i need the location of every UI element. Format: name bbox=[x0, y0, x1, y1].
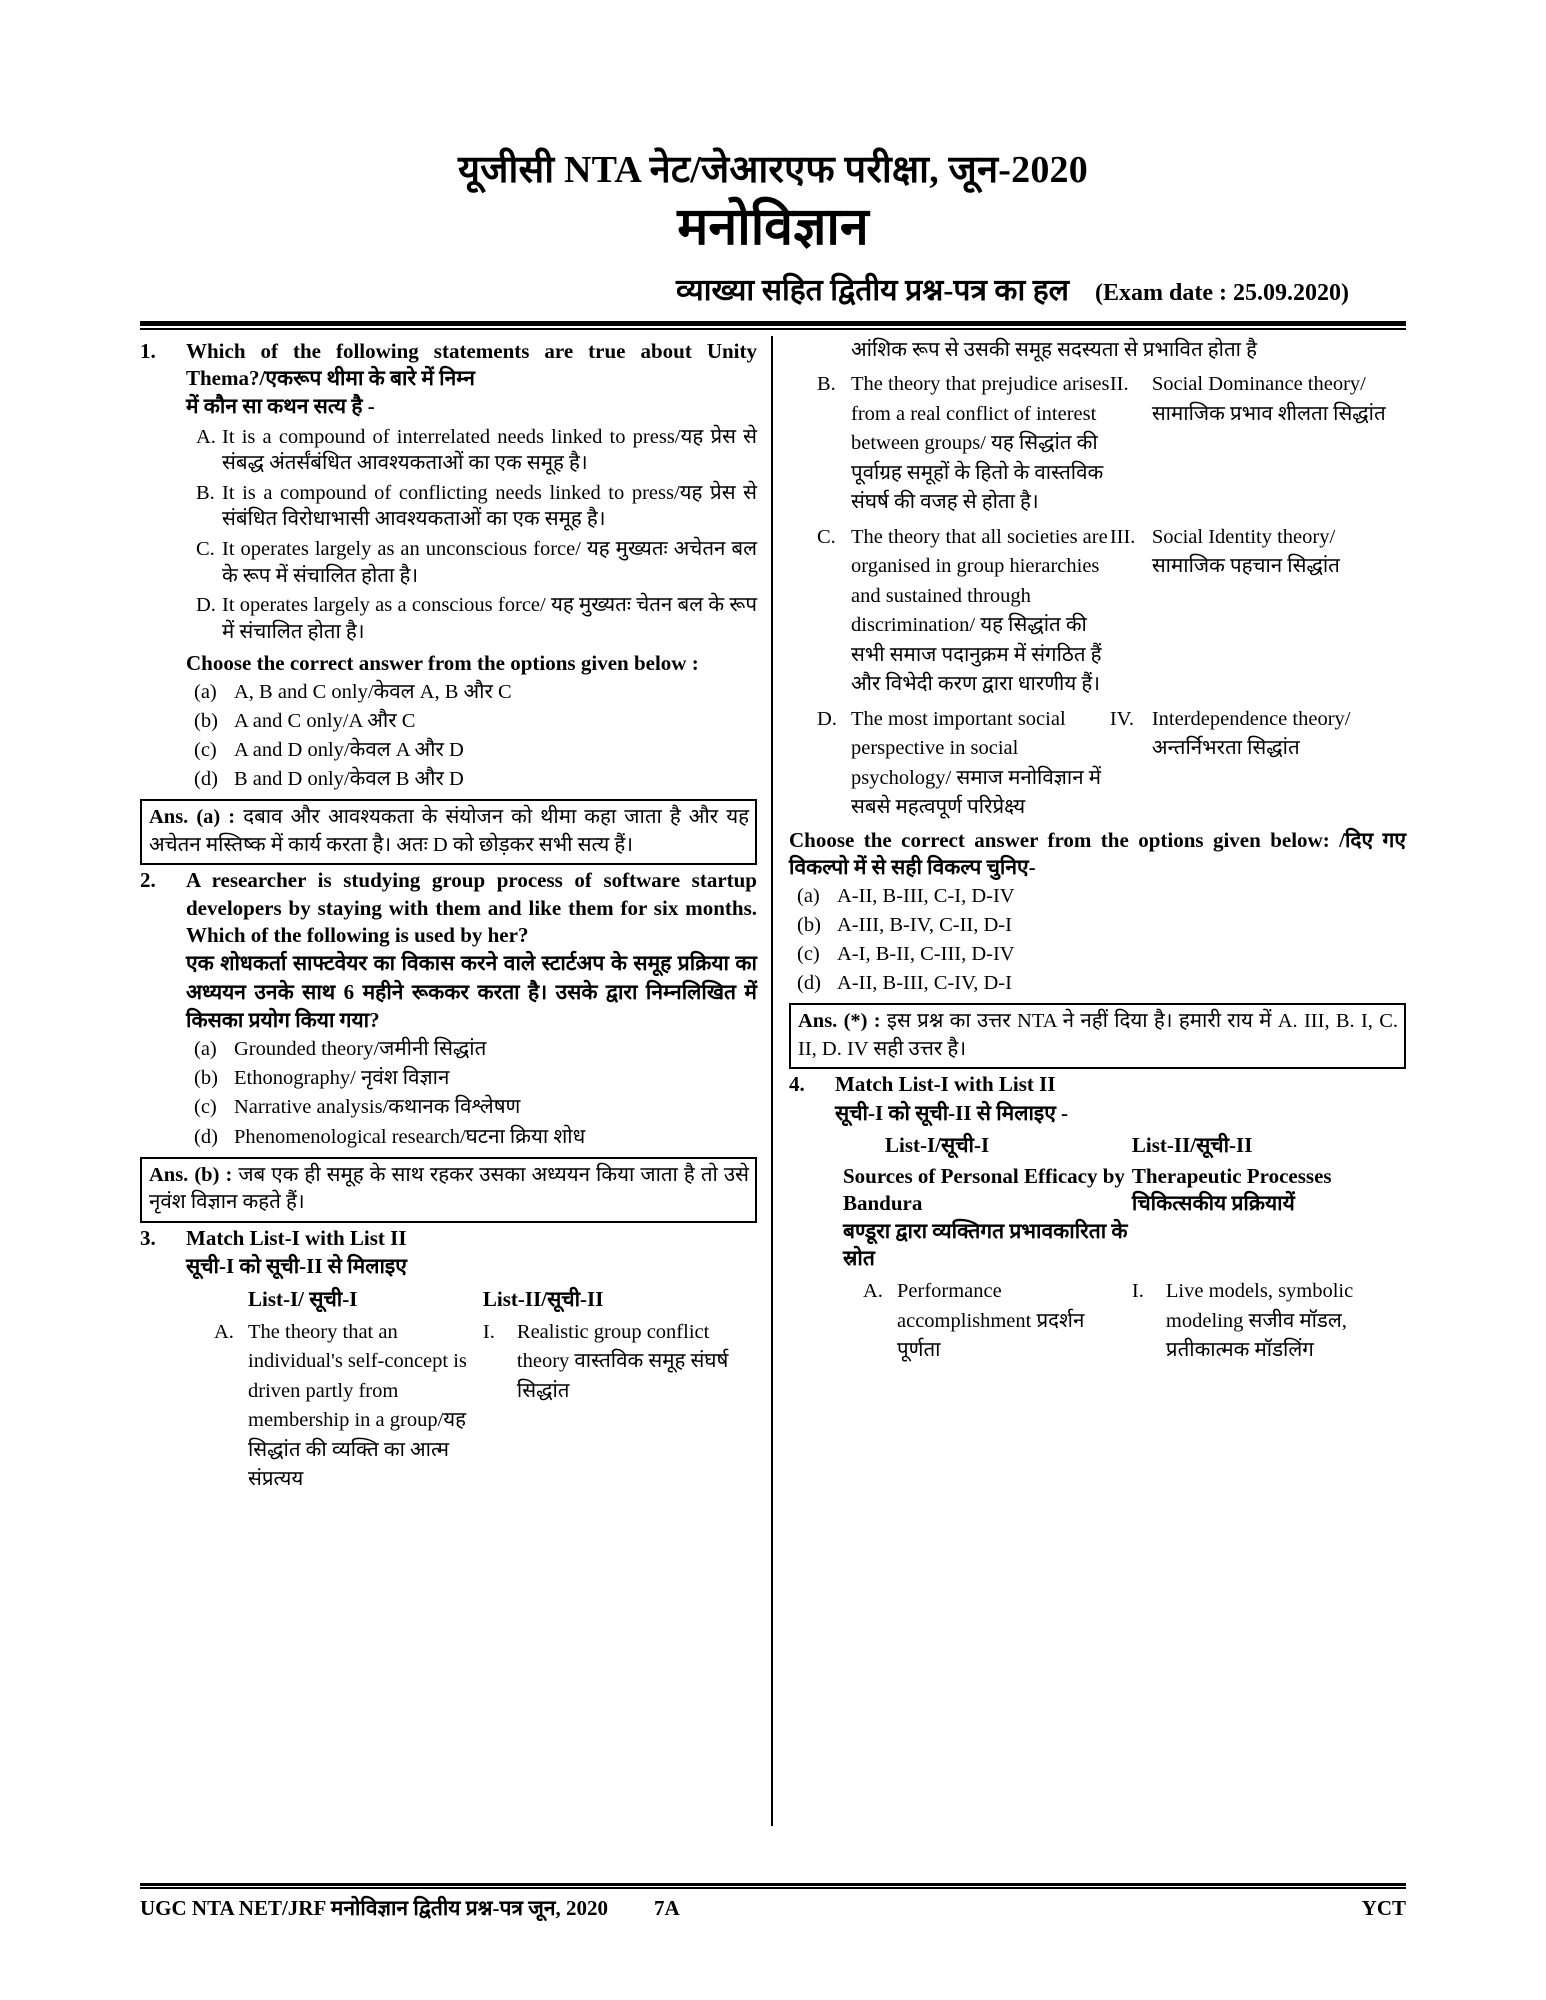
question-3-row-a-continuation: आंशिक रूप से उसकी समूह सदस्यता से प्रभावित होता है bbox=[851, 338, 1257, 361]
question-3-choose-instruction: Choose the correct answer from the options given below: /दिए गए विकल्पो में से सही विकल्प चुनिए- bbox=[789, 827, 1406, 879]
option-b[interactable] bbox=[186, 707, 757, 736]
answer-label: Ans. (*) : bbox=[798, 1010, 881, 1033]
footer-publisher: YCT bbox=[1361, 1896, 1406, 1920]
question-3-answer-box bbox=[789, 1003, 1406, 1069]
option-c[interactable] bbox=[186, 736, 757, 765]
option-b[interactable] bbox=[186, 1064, 757, 1093]
option-label: (d) bbox=[797, 971, 821, 994]
question-3-title-hi: सूची-I को सूची-II से मिलाइए bbox=[186, 1254, 407, 1279]
statement-label: D. bbox=[196, 594, 216, 617]
footer-page-number: 7A bbox=[653, 1896, 680, 1920]
question-3-title-en: Match List-I with List II bbox=[186, 1226, 407, 1251]
header-divider bbox=[140, 321, 1406, 330]
option-text: A and C only/A और C bbox=[234, 709, 416, 732]
option-a[interactable] bbox=[186, 678, 757, 707]
option-text: A-III, B-IV, C-II, D-I bbox=[837, 913, 1012, 936]
question-2-number: 2. bbox=[140, 868, 156, 893]
question-2-stem-en: A researcher is studying group process of software startup developers by staying with them and like them for six months. Which of the following is used by her? bbox=[186, 868, 757, 947]
match-left-label: D. bbox=[817, 707, 837, 730]
option-label: (b) bbox=[797, 913, 821, 936]
answer-text: दबाव और आवश्यकता के संयोजन को थीमा कहा जाता है और यह अचेतन मस्तिष्क में कार्य करता है। अतः D को छोड़कर सभी सत्य हैं। bbox=[149, 805, 749, 856]
question-3-list-headers bbox=[186, 1285, 757, 1313]
subject-title: मनोविज्ञान bbox=[677, 198, 869, 256]
option-text: Phenomenological research/घटना क्रिया शोध bbox=[234, 1125, 586, 1148]
match-left-cell bbox=[789, 705, 1110, 823]
match-right-text: Live models, symbolic modeling सजीव मॉडल, प्रतीकात्मक मॉडलिंग bbox=[1165, 1280, 1354, 1362]
option-label: (c) bbox=[194, 738, 217, 761]
match-left-label: B. bbox=[817, 373, 836, 396]
content-columns bbox=[140, 336, 1406, 1826]
question-1 bbox=[140, 338, 757, 794]
match-right-cell bbox=[1132, 1277, 1406, 1366]
match-row bbox=[835, 1277, 1406, 1366]
match-left-label: A. bbox=[863, 1280, 883, 1303]
question-1-body bbox=[186, 338, 757, 794]
question-2-body bbox=[186, 867, 757, 1151]
option-d[interactable] bbox=[186, 1123, 757, 1152]
question-4 bbox=[789, 1071, 1406, 1365]
question-2-answer-box bbox=[140, 1157, 757, 1223]
question-3-body bbox=[186, 1225, 757, 1495]
match-right-cell bbox=[1110, 705, 1406, 823]
match-left-cell bbox=[789, 370, 1110, 518]
statement-text: It operates largely as an unconscious force/ यह मुख्यतः अचेतन बल के रूप में संचालित होता है। bbox=[222, 538, 757, 587]
left-column bbox=[140, 336, 773, 1826]
list-1-header: List-I/सूची-I bbox=[885, 1133, 990, 1158]
exam-title: यूजीसी NTA नेट/जेआरएफ परीक्षा, जून-2020 bbox=[458, 149, 1088, 191]
match-row bbox=[789, 370, 1406, 518]
footer-row bbox=[140, 1889, 1406, 1922]
match-left-cell bbox=[186, 1318, 483, 1495]
list-1-subheader bbox=[835, 1163, 1132, 1272]
option-label: (d) bbox=[194, 767, 218, 790]
match-left-label: A. bbox=[214, 1320, 234, 1343]
list-2-header: List-II/सूची-II bbox=[482, 1286, 604, 1311]
option-c[interactable] bbox=[186, 1093, 757, 1122]
match-right-text: Interdependence theory/अन्तर्निभरता सिद्धांत bbox=[1151, 707, 1351, 760]
match-right-label: III. bbox=[1109, 525, 1136, 548]
option-text: Narrative analysis/कथानक विश्लेषण bbox=[234, 1096, 521, 1119]
answer-text: इस प्रश्न का उत्तर NTA ने नहीं दिया है। हमारी राय में A. III, B. I, C. II, D. IV सही उत्तर है। bbox=[798, 1010, 1398, 1060]
question-4-title-en: Match List-I with List II bbox=[835, 1072, 1056, 1097]
match-right-text: Social Dominance theory/सामाजिक प्रभाव शीलता सिद्धांत bbox=[1151, 373, 1386, 425]
list-1-header: List-I/ सूची-I bbox=[248, 1286, 358, 1311]
question-1-options bbox=[186, 678, 757, 794]
match-left-text: The theory that an individual's self-concept is driven partly from membership in a group/यह सिद्धांत की व्यक्ति का आत्म संप्रत्यय bbox=[248, 1320, 467, 1491]
question-4-title-hi: सूची-I को सूची-II से मिलाइए - bbox=[835, 1100, 1069, 1125]
option-label: (b) bbox=[194, 709, 218, 732]
option-text: A-I, B-II, C-III, D-IV bbox=[837, 942, 1015, 965]
option-text: B and D only/केवल B और D bbox=[234, 767, 464, 790]
statement-item bbox=[186, 424, 757, 477]
option-text: A and D only/केवल A और D bbox=[234, 738, 464, 761]
match-row bbox=[789, 705, 1406, 823]
answer-label: Ans. (a) : bbox=[149, 805, 236, 828]
paper-label: व्याख्या सहित द्वितीय प्रश्न-पत्र का हल bbox=[676, 273, 1070, 307]
option-label: (d) bbox=[194, 1125, 218, 1148]
option-label: (c) bbox=[797, 942, 820, 965]
statement-text: It operates largely as a conscious force/ यह मुख्यतः चेतन बल के रूप में संचालित होता है। bbox=[222, 594, 757, 644]
match-right-text: Social Identity theory/सामाजिक पहचान सिद्धांत bbox=[1151, 525, 1340, 578]
match-right-cell bbox=[483, 1318, 757, 1495]
match-right-cell bbox=[1110, 523, 1406, 700]
footer-source-label: UGC NTA NET/JRF मनोविज्ञान द्वितीय प्रश्न-पत्र जून, 2020 bbox=[140, 1896, 608, 1920]
paper-subtitle-row bbox=[175, 268, 1371, 309]
question-2-options bbox=[186, 1035, 757, 1151]
match-right-cell bbox=[1110, 370, 1406, 518]
match-right-label: I. bbox=[482, 1320, 495, 1343]
answer-text: जब एक ही समूह के साथ रहकर उसका अध्ययन किया जाता है तो उसे नृवंश विज्ञान कहते हैं। bbox=[149, 1163, 749, 1214]
list-2-subheader bbox=[1132, 1163, 1406, 1272]
match-left-text: The theory that prejudice arises from a real conflict of interest between groups/ यह सिद्धांत की पूर्वाग्रह समूहों के हितो के वास्तविक संघर्ष की वजह से होता है। bbox=[851, 373, 1110, 514]
list-1-subheader-en: Sources of Personal Efficacy by Bandura bbox=[843, 1164, 1125, 1216]
option-label: (b) bbox=[194, 1067, 218, 1090]
statement-label: C. bbox=[196, 538, 215, 561]
match-left-text: The theory that all societies are organised in group hierarchies and sustained through discrimination/ यह सिद्धांत की सभी समाज पदानुक्रम में संगठित हैं और विभेदी करण द्वारा धारणीय हैं। bbox=[851, 525, 1108, 696]
statement-item bbox=[186, 536, 757, 589]
option-text: A-II, B-III, C-I, D-IV bbox=[837, 884, 1015, 907]
answer-label: Ans. (b) : bbox=[149, 1163, 233, 1186]
match-left-text: The most important social perspective in social psychology/ समाज मनोविज्ञान में सबसे महत्वपूर्ण परिप्रेक्ष्य bbox=[851, 707, 1101, 819]
option-text: Grounded theory/जमीनी सिद्धांत bbox=[234, 1038, 487, 1061]
question-1-answer-box bbox=[140, 799, 757, 865]
option-label: (a) bbox=[194, 680, 217, 703]
list-2-subheader-en: Therapeutic Processes bbox=[1131, 1164, 1332, 1189]
match-left-cell bbox=[789, 523, 1110, 700]
question-4-list-subheaders bbox=[835, 1163, 1406, 1272]
statement-item bbox=[186, 592, 757, 645]
option-text: Ethonography/ नृवंश विज्ञान bbox=[234, 1067, 450, 1090]
question-4-number: 4. bbox=[789, 1072, 805, 1097]
question-4-list-headers bbox=[835, 1131, 1406, 1159]
option-d[interactable] bbox=[186, 765, 757, 794]
match-right-text: Realistic group conflict theory वास्तविक समूह संघर्ष सिद्धांत bbox=[516, 1320, 729, 1402]
question-3 bbox=[140, 1225, 757, 1495]
option-label: (a) bbox=[797, 884, 820, 907]
match-left-label: C. bbox=[817, 525, 836, 548]
page-header bbox=[0, 0, 1546, 309]
list-2-header: List-II/सूची-II bbox=[1131, 1133, 1253, 1158]
page-footer bbox=[140, 1883, 1406, 1922]
question-3-options bbox=[789, 882, 1406, 998]
question-1-statements bbox=[186, 424, 757, 646]
option-d[interactable] bbox=[789, 969, 1406, 998]
right-column bbox=[773, 336, 1406, 1826]
exam-date: (Exam date : 25.09.2020) bbox=[1095, 279, 1349, 306]
question-1-stem-hi: में कौन सा कथन सत्य है - bbox=[186, 394, 375, 419]
match-right-label: I. bbox=[1131, 1280, 1144, 1303]
match-row bbox=[789, 523, 1406, 700]
match-left-cell bbox=[835, 1277, 1132, 1366]
match-right-label: II. bbox=[1109, 373, 1129, 396]
option-label: (a) bbox=[194, 1038, 217, 1061]
statement-text: It is a compound of conflicting needs linked to press/यह प्रेस से संबंधित विरोधाभासी आवश्यकताओं का एक समूह है। bbox=[222, 481, 757, 531]
statement-label: A. bbox=[196, 425, 216, 448]
option-text: A-II, B-III, C-IV, D-I bbox=[837, 971, 1012, 994]
match-right-label: IV. bbox=[1109, 707, 1134, 730]
question-2-stem-hi: एक शोधकर्ता साफ्टवेयर का विकास करने वाले स्टार्टअप के समूह प्रक्रिया का अध्ययन उनके साथ 6 महीने रूककर करता है। उसके द्वारा निम्नलिखित में किसका प्रयोग किया गया? bbox=[186, 951, 757, 1032]
list-1-subheader-hi: बण्डूरा द्वारा व्यक्तिगत प्रभावकारिता के स्रोत bbox=[843, 1218, 1128, 1270]
option-c[interactable] bbox=[789, 940, 1406, 969]
statement-text: It is a compound of interrelated needs linked to press/यह प्रेस से संबद्ध अंतर्संबंधित आवश्यकताओं का एक समूह है। bbox=[222, 425, 757, 475]
question-1-choose-instruction: Choose the correct answer from the options given below : bbox=[186, 650, 699, 675]
option-text: A, B and C only/केवल A, B और C bbox=[234, 680, 512, 703]
match-row bbox=[186, 1318, 757, 1495]
option-a[interactable] bbox=[789, 882, 1406, 911]
list-2-subheader-hi: चिकित्सकीय प्रक्रियायें bbox=[1131, 1191, 1295, 1216]
option-a[interactable] bbox=[186, 1035, 757, 1064]
match-left-text: Performance accomplishment प्रदर्शन पूर्णता bbox=[897, 1280, 1085, 1362]
question-1-stem-en: Which of the following statements are true about Unity Thema?/एकरूप थीमा के बारे में निम्न bbox=[186, 338, 757, 390]
statement-item bbox=[186, 480, 757, 533]
question-1-number: 1. bbox=[140, 338, 156, 363]
option-label: (c) bbox=[194, 1096, 217, 1119]
statement-label: B. bbox=[196, 481, 215, 504]
option-b[interactable] bbox=[789, 911, 1406, 940]
question-2 bbox=[140, 867, 757, 1151]
question-4-body bbox=[835, 1071, 1406, 1365]
question-3-number: 3. bbox=[140, 1226, 156, 1251]
